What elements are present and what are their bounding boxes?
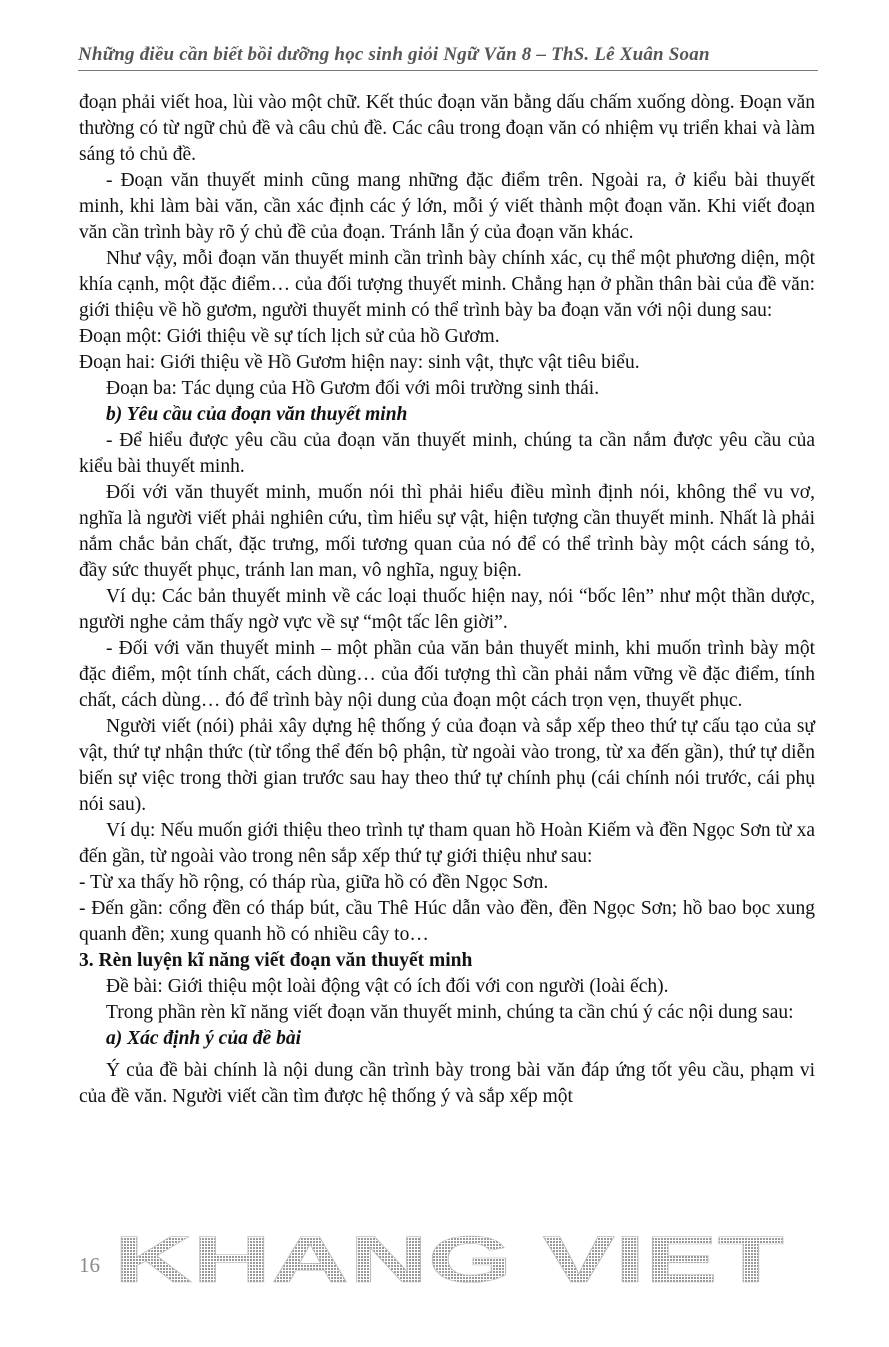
paragraph: Đối với văn thuyết minh, muốn nói thì phải hiểu điều mình định nói, không thể vu vơ, nghĩa là người viết phải nghiên cứu, tìm hiểu sự vật, hiện tượng cần thuyết minh. Nhất là phải nắm chắc bản chất, đặc trưng, mối tương quan của nó để có thể trình bày một cách sáng tỏ, đầy sức thuyết phục, tránh lan man, vô nghĩa, nguỵ biện. xyxy=(79,482,815,581)
watermark-text: KHANG VIET xyxy=(114,1232,784,1286)
paragraph: Đoạn hai: Giới thiệu về Hồ Gươm hiện nay: sinh vật, thực vật tiêu biểu. xyxy=(79,352,640,373)
paragraph: Trong phần rèn kĩ năng viết đoạn văn thuyết minh, chúng ta cần chú ý các nội dung sau: xyxy=(106,1002,794,1023)
body-text xyxy=(79,90,815,1110)
paragraph: Như vậy, mỗi đoạn văn thuyết minh cần trình bày chính xác, cụ thể một phương diện, một khía cạnh, một đặc điểm… của đối tượng thuyết minh. Chẳng hạn ở phần thân bài của đề văn: giới thiệu về hồ gươm, người thuyết minh có thể trình bày ba đoạn văn với nội dung sau: xyxy=(79,248,815,321)
section-heading: 3. Rèn luyện kĩ năng viết đoạn văn thuyết minh xyxy=(79,950,473,971)
paragraph: Đề bài: Giới thiệu một loài động vật có ích đối với con người (loài ếch). xyxy=(106,976,669,997)
header-divider xyxy=(78,70,818,71)
subheading: a) Xác định ý của đề bài xyxy=(106,1028,301,1049)
paragraph: Đoạn một: Giới thiệu về sự tích lịch sử của hồ Gươm. xyxy=(79,326,500,347)
paragraph: Ý của đề bài chính là nội dung cần trình bày trong bài văn đáp ứng tốt yêu cầu, phạm vi của đề văn. Người viết cần tìm được hệ thống ý và sắp xếp một xyxy=(79,1060,815,1107)
paragraph: - Đoạn văn thuyết minh cũng mang những đặc điểm trên. Ngoài ra, ở kiểu bài thuyết minh, khi làm bài văn, cần xác định các ý lớn, mỗi ý viết thành một đoạn văn. Khi viết đoạn văn cần trình bày rõ ý chủ đề của đoạn. Tránh lẫn ý của đoạn văn khác. xyxy=(79,170,815,243)
watermark-logo xyxy=(112,1232,787,1286)
page-number: 16 xyxy=(79,1253,100,1277)
paragraph: - Đến gần: cổng đền có tháp bút, cầu Thê Húc dẫn vào đền, đền Ngọc Sơn; hồ bao bọc xung quanh đền; xung quanh hồ có nhiều cây to… xyxy=(79,898,815,945)
paragraph: - Để hiểu được yêu cầu của đoạn văn thuyết minh, chúng ta cần nắm được yêu cầu của kiểu bài thuyết minh. xyxy=(79,430,815,477)
paragraph: Người viết (nói) phải xây dựng hệ thống ý của đoạn và sắp xếp theo thứ tự cấu tạo của sự vật, thứ tự nhận thức (từ tổng thể đến bộ phận, từ ngoài vào trong, từ xa đến gần), thứ tự diễn biến sự việc trong thời gian trước sau hay theo thứ tự chính phụ (cái chính nói trước, cái phụ nói sau). xyxy=(79,716,815,815)
subheading: b) Yêu cầu của đoạn văn thuyết minh xyxy=(106,404,408,425)
paragraph: Ví dụ: Nếu muốn giới thiệu theo trình tự tham quan hồ Hoàn Kiếm và đền Ngọc Sơn từ xa đến gần, từ ngoài vào trong nên sắp xếp thứ tự giới thiệu như sau: xyxy=(79,820,815,867)
running-header: Những điều cần biết bồi dưỡng học sinh giỏi Ngữ Văn 8 – ThS. Lê Xuân Soan xyxy=(78,44,710,65)
paragraph: đoạn phải viết hoa, lùi vào một chữ. Kết thúc đoạn văn bằng dấu chấm xuống dòng. Đoạn văn thường có từ ngữ chủ đề và câu chủ đề. Các câu trong đoạn văn có nhiệm vụ triển khai và làm sáng tỏ chủ đề. xyxy=(79,92,815,165)
paragraph: Đoạn ba: Tác dụng của Hồ Gươm đối với môi trường sinh thái. xyxy=(106,378,600,399)
paragraph: Ví dụ: Các bản thuyết minh về các loại thuốc hiện nay, nói “bốc lên” như một thần dược, người nghe cảm thấy ngờ vực về sự “một tấc lên giời”. xyxy=(79,586,815,633)
paragraph: - Đối với văn thuyết minh – một phần của văn bản thuyết minh, khi muốn trình bày một đặc điểm, một tính chất, cách dùng… của đối tượng thì cần phải nắm vững về đặc điểm, tính chất, cách dùng… đó để trình bày nội dung của đoạn một cách trọn vẹn, thuyết phục. xyxy=(79,638,815,711)
paragraph: - Từ xa thấy hồ rộng, có tháp rùa, giữa hồ có đền Ngọc Sơn. xyxy=(79,872,549,893)
